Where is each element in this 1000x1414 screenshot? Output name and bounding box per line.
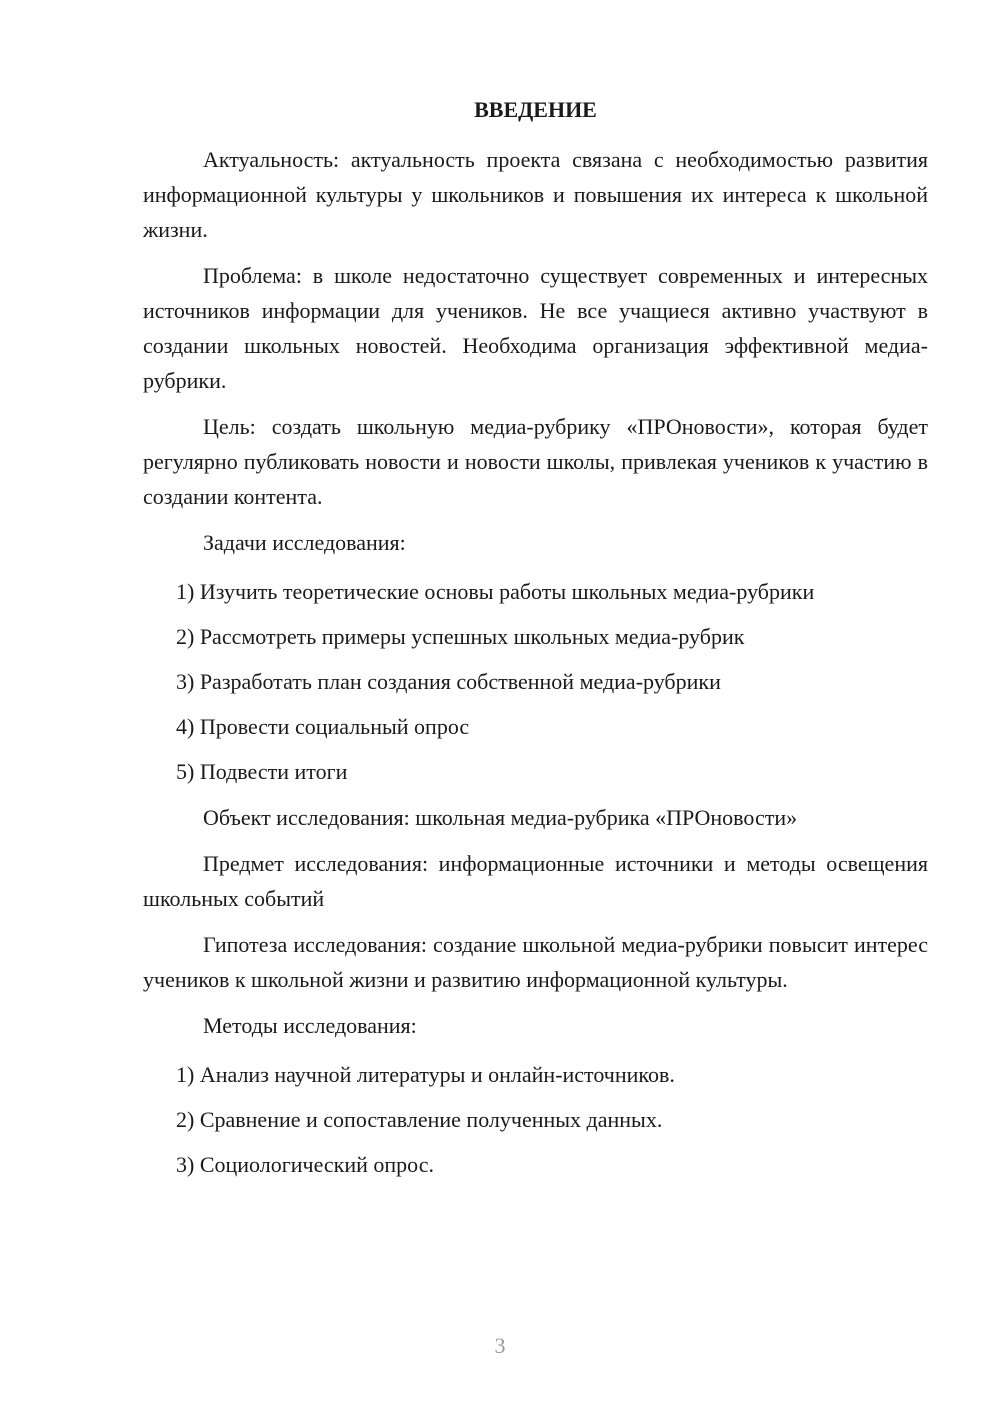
task-item: 4) Провести социальный опрос [176,714,470,739]
methods-heading: Методы исследования: [203,1013,417,1038]
problem-paragraph: Проблема: в школе недостаточно существует современных и интересных источников информации для учеников. Не все учащиеся активно участвуют в создании школьных новостей. Необходима организация эффективной медиа-рубрики. [143,263,928,393]
task-item: 1) Изучить теоретические основы работы школьных медиа-рубрики [176,579,815,604]
task-item: 3) Разработать план создания собственной медиа-рубрики [176,669,721,694]
method-item: 3) Социологический опрос. [176,1152,434,1177]
task-item: 5) Подвести итоги [176,759,348,784]
subject-paragraph: Предмет исследования: информационные источники и методы освещения школьных событий [143,851,928,911]
relevance-paragraph: Актуальность: актуальность проекта связана с необходимостью развития информационной культуры у школьников и повышения их интереса к школьной жизни. [143,147,928,242]
page-number: 3 [494,1333,506,1358]
tasks-heading: Задачи исследования: [203,530,406,555]
method-item: 2) Сравнение и сопоставление полученных данных. [176,1107,663,1132]
task-item: 2) Рассмотреть примеры успешных школьных медиа-рубрик [176,624,745,649]
page-title: ВВЕДЕНИЕ [474,97,597,122]
method-item: 1) Анализ научной литературы и онлайн-источников. [176,1062,675,1087]
hypothesis-paragraph: Гипотеза исследования: создание школьной медиа-рубрики повысит интерес учеников к школьной жизни и развитию информационной культуры. [143,932,928,992]
object-paragraph: Объект исследования: школьная медиа-рубрика «ПРОновости» [203,805,798,830]
tasks-list [143,574,928,789]
methods-list [143,1057,928,1182]
document-page [143,96,928,1193]
goal-paragraph: Цель: создать школьную медиа-рубрику «ПРОновости», которая будет регулярно публиковать новости и новости школы, привлекая учеников к участию в создании контента. [143,414,928,509]
